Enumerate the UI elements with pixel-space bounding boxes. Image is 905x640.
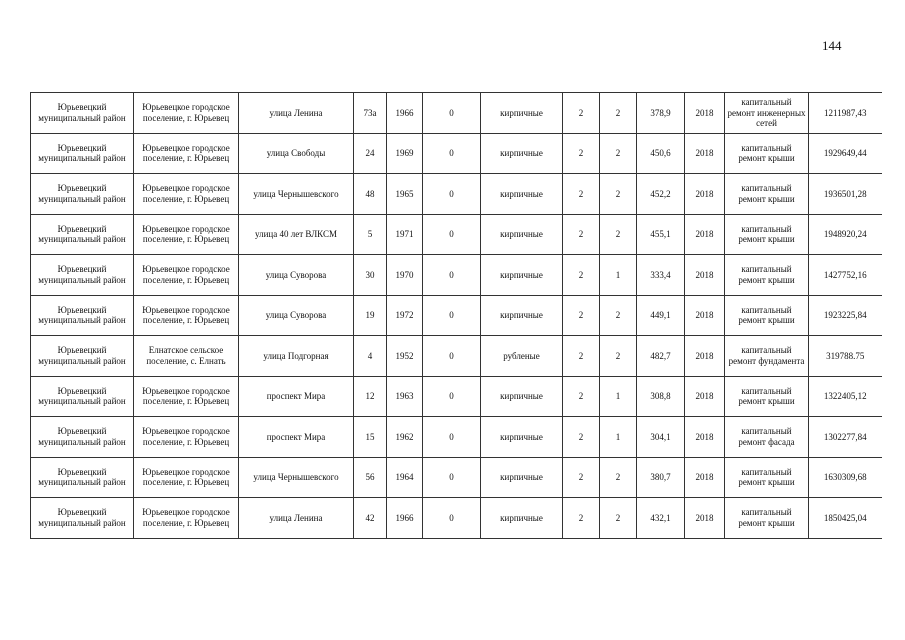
wall-material-cell: рубленые <box>481 336 563 377</box>
value-cell: 0 <box>423 498 481 539</box>
street-cell: улица Суворова <box>239 295 354 336</box>
entrances-cell: 2 <box>600 174 637 215</box>
cost-cell: 1929649,44 <box>809 133 882 174</box>
house-number-cell: 24 <box>354 133 387 174</box>
wall-material-cell: кирпичные <box>481 93 563 134</box>
settlement-cell: Юрьевецкое городское поселение, г. Юрьевец <box>134 174 239 215</box>
value-cell: 0 <box>423 255 481 296</box>
plan-year-cell: 2018 <box>685 295 725 336</box>
street-cell: улица 40 лет ВЛКСМ <box>239 214 354 255</box>
plan-year-cell: 2018 <box>685 174 725 215</box>
plan-year-cell: 2018 <box>685 376 725 417</box>
work-type-cell: капитальный ремонт крыши <box>725 498 809 539</box>
work-type-cell: капитальный ремонт крыши <box>725 255 809 296</box>
build-year-cell: 1964 <box>387 457 423 498</box>
value-cell: 0 <box>423 457 481 498</box>
wall-material-cell: кирпичные <box>481 255 563 296</box>
table-body <box>31 93 882 539</box>
build-year-cell: 1972 <box>387 295 423 336</box>
plan-year-cell: 2018 <box>685 336 725 377</box>
wall-material-cell: кирпичные <box>481 295 563 336</box>
cost-cell: 1948920,24 <box>809 214 882 255</box>
street-cell: улица Чернышевского <box>239 174 354 215</box>
street-cell: улица Ленина <box>239 93 354 134</box>
cost-cell: 1427752,16 <box>809 255 882 296</box>
plan-year-cell: 2018 <box>685 417 725 458</box>
street-cell: улица Чернышевского <box>239 457 354 498</box>
house-number-cell: 19 <box>354 295 387 336</box>
cost-cell: 1322405,12 <box>809 376 882 417</box>
floors-cell: 2 <box>563 498 600 539</box>
table-row <box>31 214 882 255</box>
entrances-cell: 1 <box>600 255 637 296</box>
street-cell: улица Ленина <box>239 498 354 539</box>
cost-cell: 1923225,84 <box>809 295 882 336</box>
area-cell: 432,1 <box>637 498 685 539</box>
floors-cell: 2 <box>563 376 600 417</box>
floors-cell: 2 <box>563 93 600 134</box>
settlement-cell: Юрьевецкое городское поселение, г. Юрьевец <box>134 376 239 417</box>
floors-cell: 2 <box>563 457 600 498</box>
district-cell: Юрьевецкий муниципальный район <box>31 255 134 296</box>
entrances-cell: 2 <box>600 498 637 539</box>
district-cell: Юрьевецкий муниципальный район <box>31 174 134 215</box>
table-row <box>31 255 882 296</box>
value-cell: 0 <box>423 376 481 417</box>
district-cell: Юрьевецкий муниципальный район <box>31 498 134 539</box>
value-cell: 0 <box>423 295 481 336</box>
plan-year-cell: 2018 <box>685 93 725 134</box>
cost-cell: 1936501,28 <box>809 174 882 215</box>
floors-cell: 2 <box>563 133 600 174</box>
settlement-cell: Юрьевецкое городское поселение, г. Юрьевец <box>134 255 239 296</box>
build-year-cell: 1969 <box>387 133 423 174</box>
entrances-cell: 2 <box>600 457 637 498</box>
plan-year-cell: 2018 <box>685 255 725 296</box>
area-cell: 308,8 <box>637 376 685 417</box>
work-type-cell: капитальный ремонт фундамента <box>725 336 809 377</box>
build-year-cell: 1952 <box>387 336 423 377</box>
plan-year-cell: 2018 <box>685 457 725 498</box>
floors-cell: 2 <box>563 255 600 296</box>
settlement-cell: Юрьевецкое городское поселение, г. Юрьевец <box>134 498 239 539</box>
street-cell: проспект Мира <box>239 417 354 458</box>
area-cell: 378,9 <box>637 93 685 134</box>
plan-year-cell: 2018 <box>685 498 725 539</box>
district-cell: Юрьевецкий муниципальный район <box>31 133 134 174</box>
settlement-cell: Юрьевецкое городское поселение, г. Юрьевец <box>134 133 239 174</box>
floors-cell: 2 <box>563 174 600 215</box>
settlement-cell: Юрьевецкое городское поселение, г. Юрьевец <box>134 214 239 255</box>
value-cell: 0 <box>423 93 481 134</box>
build-year-cell: 1963 <box>387 376 423 417</box>
work-type-cell: капитальный ремонт крыши <box>725 295 809 336</box>
area-cell: 450,6 <box>637 133 685 174</box>
work-type-cell: капитальный ремонт крыши <box>725 214 809 255</box>
house-number-cell: 48 <box>354 174 387 215</box>
house-number-cell: 42 <box>354 498 387 539</box>
floors-cell: 2 <box>563 336 600 377</box>
table-row <box>31 457 882 498</box>
value-cell: 0 <box>423 214 481 255</box>
entrances-cell: 1 <box>600 417 637 458</box>
street-cell: улица Свободы <box>239 133 354 174</box>
build-year-cell: 1962 <box>387 417 423 458</box>
street-cell: улица Суворова <box>239 255 354 296</box>
entrances-cell: 1 <box>600 376 637 417</box>
table-row <box>31 93 882 134</box>
table-row <box>31 376 882 417</box>
district-cell: Юрьевецкий муниципальный район <box>31 295 134 336</box>
area-cell: 304,1 <box>637 417 685 458</box>
settlement-cell: Елнатское сельское поселение, с. Елнать <box>134 336 239 377</box>
cost-cell: 1211987,43 <box>809 93 882 134</box>
area-cell: 449,1 <box>637 295 685 336</box>
work-type-cell: капитальный ремонт инженерных сетей <box>725 93 809 134</box>
work-type-cell: капитальный ремонт крыши <box>725 457 809 498</box>
area-cell: 380,7 <box>637 457 685 498</box>
value-cell: 0 <box>423 417 481 458</box>
house-number-cell: 73а <box>354 93 387 134</box>
district-cell: Юрьевецкий муниципальный район <box>31 457 134 498</box>
work-type-cell: капитальный ремонт крыши <box>725 174 809 215</box>
entrances-cell: 2 <box>600 133 637 174</box>
value-cell: 0 <box>423 336 481 377</box>
table-row <box>31 174 882 215</box>
value-cell: 0 <box>423 174 481 215</box>
page-number: 144 <box>822 38 842 53</box>
street-cell: улица Подгорная <box>239 336 354 377</box>
house-number-cell: 4 <box>354 336 387 377</box>
area-cell: 452,2 <box>637 174 685 215</box>
settlement-cell: Юрьевецкое городское поселение, г. Юрьевец <box>134 417 239 458</box>
table-row <box>31 498 882 539</box>
wall-material-cell: кирпичные <box>481 376 563 417</box>
house-number-cell: 15 <box>354 417 387 458</box>
floors-cell: 2 <box>563 417 600 458</box>
table-row <box>31 336 882 377</box>
house-number-cell: 5 <box>354 214 387 255</box>
entrances-cell: 2 <box>600 93 637 134</box>
build-year-cell: 1966 <box>387 93 423 134</box>
house-number-cell: 56 <box>354 457 387 498</box>
work-type-cell: капитальный ремонт фасада <box>725 417 809 458</box>
area-cell: 455,1 <box>637 214 685 255</box>
area-cell: 333,4 <box>637 255 685 296</box>
work-type-cell: капитальный ремонт крыши <box>725 376 809 417</box>
build-year-cell: 1966 <box>387 498 423 539</box>
plan-year-cell: 2018 <box>685 133 725 174</box>
table-row <box>31 417 882 458</box>
area-cell: 482,7 <box>637 336 685 377</box>
settlement-cell: Юрьевецкое городское поселение, г. Юрьевец <box>134 457 239 498</box>
street-cell: проспект Мира <box>239 376 354 417</box>
table-row <box>31 295 882 336</box>
cost-cell: 1630309,68 <box>809 457 882 498</box>
house-number-cell: 30 <box>354 255 387 296</box>
work-type-cell: капитальный ремонт крыши <box>725 133 809 174</box>
house-number-cell: 12 <box>354 376 387 417</box>
entrances-cell: 2 <box>600 214 637 255</box>
cost-cell: 1302277,84 <box>809 417 882 458</box>
wall-material-cell: кирпичные <box>481 498 563 539</box>
build-year-cell: 1965 <box>387 174 423 215</box>
floors-cell: 2 <box>563 214 600 255</box>
build-year-cell: 1971 <box>387 214 423 255</box>
district-cell: Юрьевецкий муниципальный район <box>31 417 134 458</box>
district-cell: Юрьевецкий муниципальный район <box>31 336 134 377</box>
district-cell: Юрьевецкий муниципальный район <box>31 376 134 417</box>
wall-material-cell: кирпичные <box>481 457 563 498</box>
entrances-cell: 2 <box>600 295 637 336</box>
plan-year-cell: 2018 <box>685 214 725 255</box>
wall-material-cell: кирпичные <box>481 133 563 174</box>
entrances-cell: 2 <box>600 336 637 377</box>
wall-material-cell: кирпичные <box>481 174 563 215</box>
table-row <box>31 133 882 174</box>
settlement-cell: Юрьевецкое городское поселение, г. Юрьевец <box>134 93 239 134</box>
settlement-cell: Юрьевецкое городское поселение, г. Юрьевец <box>134 295 239 336</box>
cost-cell: 1850425,04 <box>809 498 882 539</box>
cost-cell: 319788.75 <box>809 336 882 377</box>
housing-repair-table <box>30 92 882 539</box>
wall-material-cell: кирпичные <box>481 417 563 458</box>
value-cell: 0 <box>423 133 481 174</box>
district-cell: Юрьевецкий муниципальный район <box>31 214 134 255</box>
build-year-cell: 1970 <box>387 255 423 296</box>
floors-cell: 2 <box>563 295 600 336</box>
wall-material-cell: кирпичные <box>481 214 563 255</box>
district-cell: Юрьевецкий муниципальный район <box>31 93 134 134</box>
